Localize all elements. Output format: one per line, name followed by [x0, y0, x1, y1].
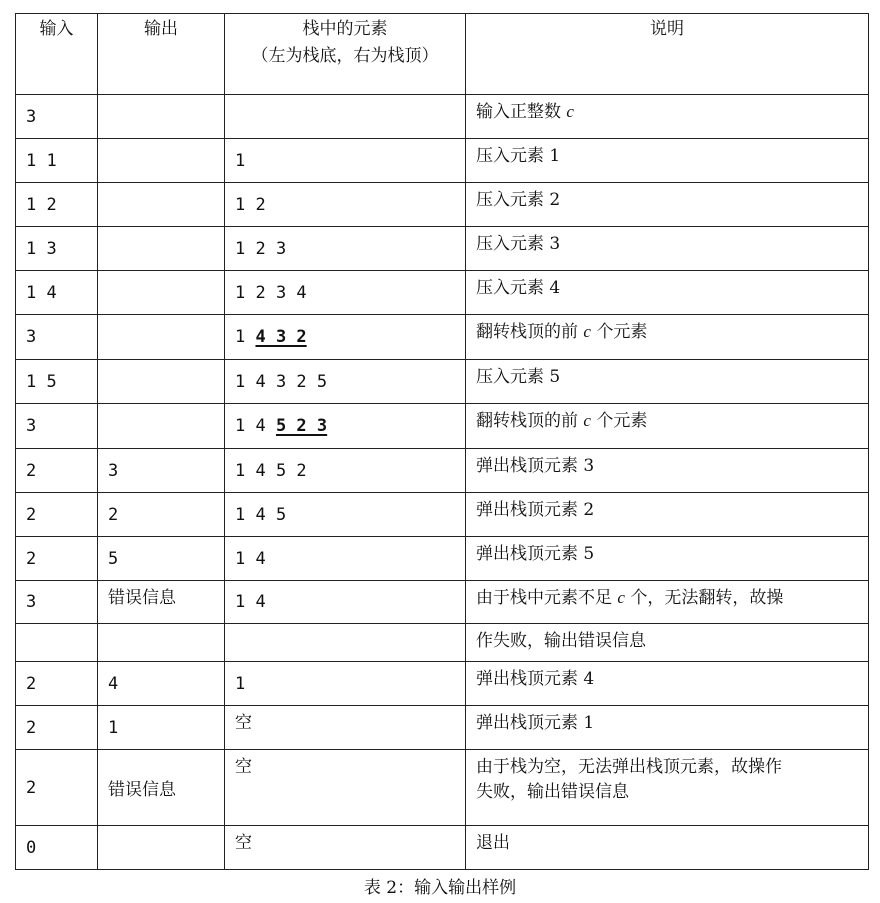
cell-stack	[225, 95, 466, 139]
cell-desc: 压入元素 2	[466, 183, 869, 227]
cell-output: 4	[98, 662, 225, 706]
table-row	[16, 315, 869, 360]
cell-output: 1	[98, 706, 225, 750]
var-c: c	[583, 322, 591, 341]
cell-output	[98, 139, 225, 183]
table-row	[16, 624, 869, 662]
cell-stack: 空	[225, 706, 466, 750]
cell-stack: 1 2 3	[225, 227, 466, 271]
cell-desc: 弹出栈顶元素 3	[466, 449, 869, 493]
table-row	[16, 271, 869, 315]
cell-stack: 1 4 3 2 5	[225, 360, 466, 404]
table-row	[16, 449, 869, 493]
cell-input: 1 3	[16, 227, 98, 271]
cell-input: 2	[16, 537, 98, 581]
cell-output: 3	[98, 449, 225, 493]
header-desc: 说明	[466, 14, 869, 95]
cell-output	[98, 271, 225, 315]
table-row	[16, 581, 869, 624]
cell-output: 2	[98, 493, 225, 537]
cell-desc: 压入元素 5	[466, 360, 869, 404]
cell-output	[98, 227, 225, 271]
table-row	[16, 826, 869, 870]
cell-desc: 翻转栈顶的前 c 个元素	[466, 404, 869, 449]
cell-stack: 1	[225, 139, 466, 183]
cell-output	[98, 624, 225, 662]
cell-stack: 1 4 5 2 3	[225, 404, 466, 449]
table-row	[16, 139, 869, 183]
cell-output	[98, 315, 225, 360]
cell-stack	[225, 624, 466, 662]
header-input: 输入	[16, 14, 98, 95]
cell-input: 3	[16, 581, 98, 624]
cell-stack: 1 4 5 2	[225, 449, 466, 493]
cell-input: 2	[16, 706, 98, 750]
cell-stack: 1	[225, 662, 466, 706]
cell-desc: 压入元素 4	[466, 271, 869, 315]
cell-desc: 退出	[466, 826, 869, 870]
cell-input	[16, 624, 98, 662]
cell-output	[98, 404, 225, 449]
cell-desc: 由于栈中元素不足 c 个，无法翻转，故操	[466, 581, 869, 624]
header-stack: 栈中的元素 （左为栈底，右为栈顶）	[225, 14, 466, 95]
cell-stack: 空	[225, 826, 466, 870]
io-sample-table	[15, 13, 869, 870]
table-row	[16, 750, 869, 826]
cell-input: 1 5	[16, 360, 98, 404]
cell-stack: 1 4	[225, 537, 466, 581]
table-row	[16, 404, 869, 449]
table-row	[16, 537, 869, 581]
cell-stack: 1 2	[225, 183, 466, 227]
cell-desc: 弹出栈顶元素 5	[466, 537, 869, 581]
table-row	[16, 183, 869, 227]
cell-input: 3	[16, 95, 98, 139]
cell-desc: 压入元素 1	[466, 139, 869, 183]
cell-stack: 1 4 3 2	[225, 315, 466, 360]
cell-desc: 弹出栈顶元素 4	[466, 662, 869, 706]
reversed-elements: 4 3 2	[255, 327, 307, 347]
table-row	[16, 706, 869, 750]
table-row	[16, 95, 869, 139]
cell-input: 2	[16, 750, 98, 826]
cell-output	[98, 360, 225, 404]
cell-output: 5	[98, 537, 225, 581]
cell-output	[98, 95, 225, 139]
cell-input: 3	[16, 315, 98, 360]
cell-stack: 1 4	[225, 581, 466, 624]
cell-desc: 输入正整数 c	[466, 95, 869, 139]
header-row	[16, 14, 869, 95]
header-output: 输出	[98, 14, 225, 95]
reversed-elements: 5 2 3	[275, 416, 328, 436]
cell-desc: 压入元素 3	[466, 227, 869, 271]
cell-stack: 1 4 5	[225, 493, 466, 537]
cell-desc: 作失败，输出错误信息	[466, 624, 869, 662]
cell-output	[98, 183, 225, 227]
cell-input: 2	[16, 449, 98, 493]
cell-input: 1 2	[16, 183, 98, 227]
table-row	[16, 493, 869, 537]
cell-output	[98, 826, 225, 870]
var-c: c	[617, 588, 625, 607]
cell-desc: 弹出栈顶元素 1	[466, 706, 869, 750]
cell-input: 0	[16, 826, 98, 870]
cell-output: 错误信息	[98, 581, 225, 624]
cell-stack: 1 2 3 4	[225, 271, 466, 315]
table-row	[16, 360, 869, 404]
cell-stack: 空	[225, 750, 466, 826]
cell-desc: 翻转栈顶的前 c 个元素	[466, 315, 869, 360]
cell-output: 错误信息	[98, 750, 225, 826]
cell-input: 1 1	[16, 139, 98, 183]
cell-input: 2	[16, 662, 98, 706]
cell-input: 2	[16, 493, 98, 537]
table-row	[16, 227, 869, 271]
table-row	[16, 662, 869, 706]
table-caption: 表 2：输入输出样例	[363, 878, 517, 898]
cell-input: 1 4	[16, 271, 98, 315]
cell-input: 3	[16, 404, 98, 449]
var-c: c	[583, 411, 591, 430]
cell-desc: 由于栈为空，无法弹出栈顶元素，故操作 失败，输出错误信息	[466, 750, 869, 826]
cell-desc: 弹出栈顶元素 2	[466, 493, 869, 537]
var-c: c	[566, 102, 574, 121]
